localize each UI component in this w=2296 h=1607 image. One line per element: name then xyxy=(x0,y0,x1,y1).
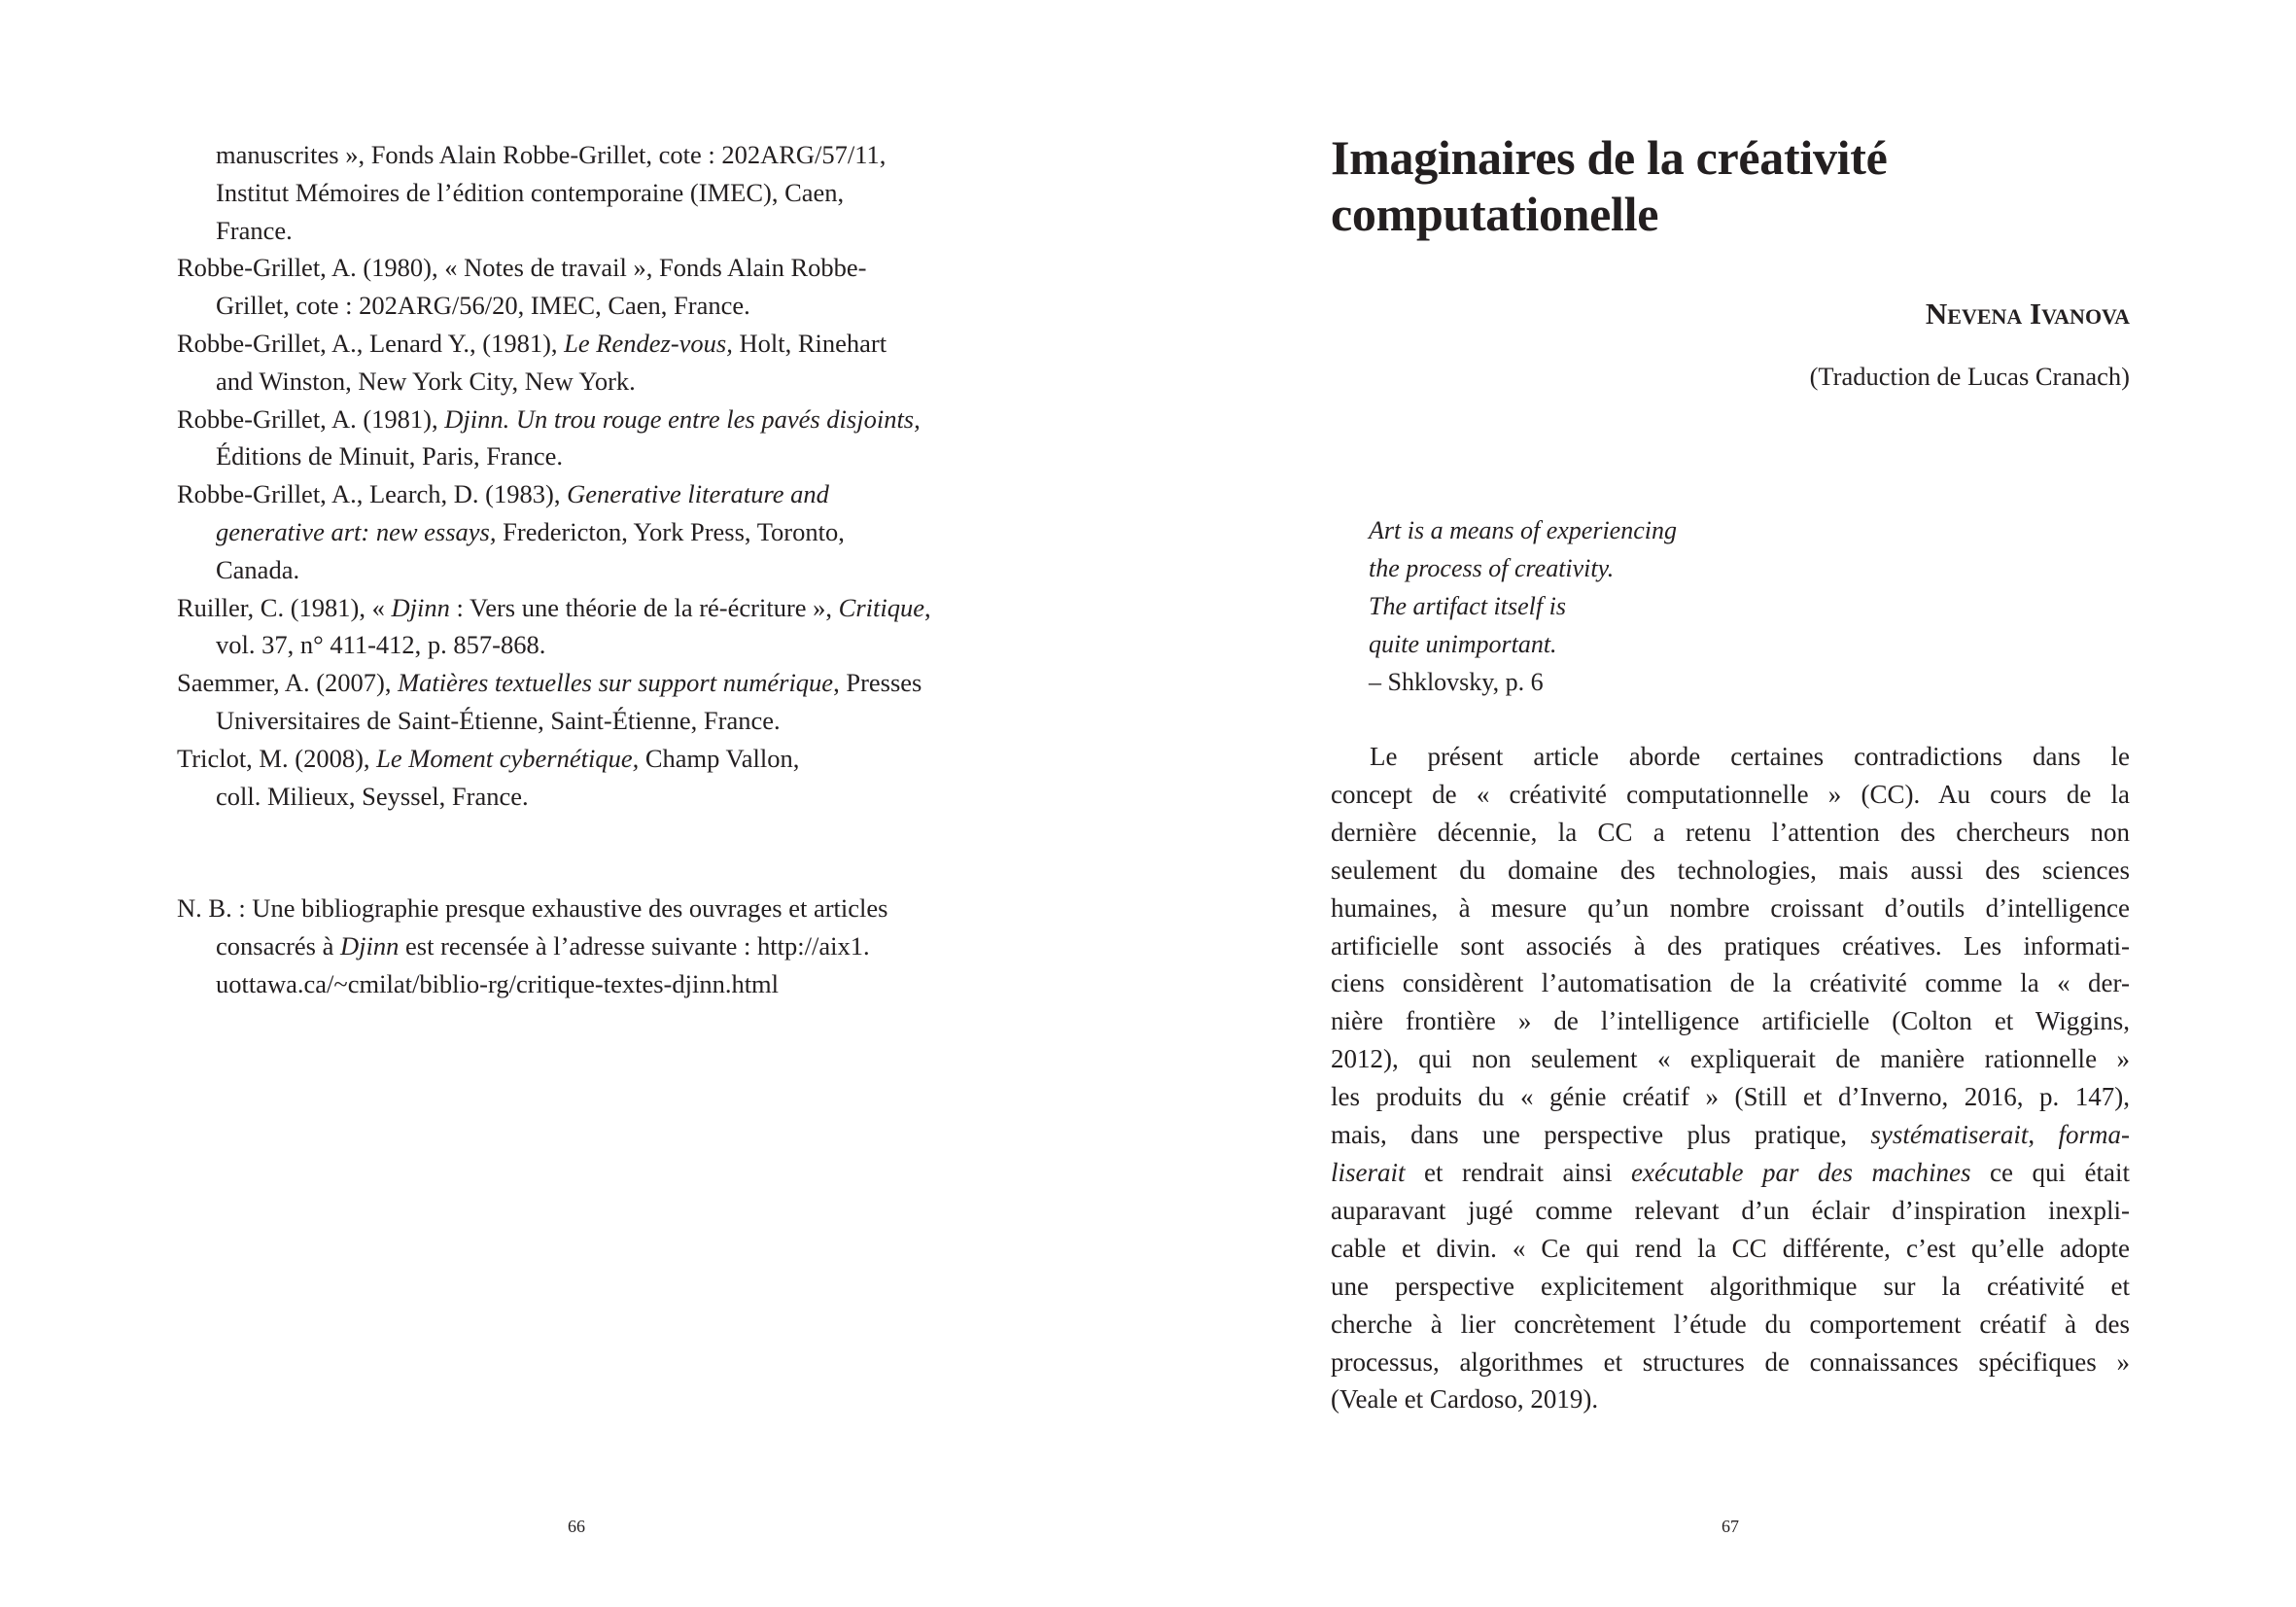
text-line xyxy=(1331,1380,2130,1418)
bibliography-entry xyxy=(177,401,993,476)
text-run: vol. 37, n° 411-412, p. 857-868. xyxy=(216,630,546,660)
text-run: ciens considèrent l’automatisation de la créativité comme la « der- xyxy=(1331,968,2130,998)
title-line: Imaginaires de la créativité xyxy=(1331,130,1888,185)
text-run: , Presses xyxy=(833,668,922,698)
text-line xyxy=(177,589,993,627)
text-run: Robbe-Grillet, A., Learch, D. (1983), xyxy=(177,479,568,509)
text-line xyxy=(177,551,993,589)
italic-run: generative art: new essays, xyxy=(216,516,497,546)
bibliography-entry xyxy=(177,136,993,249)
text-line xyxy=(1331,1154,2130,1192)
italic-run: exécutable par des machines xyxy=(1631,1157,1971,1187)
italic-run: Matières textuelles sur support numérique xyxy=(398,668,834,698)
text-run: Holt, Rinehart xyxy=(732,328,887,358)
text-line xyxy=(1331,1116,2130,1154)
text-line xyxy=(1331,738,2130,776)
bibliography-entry xyxy=(177,589,993,665)
text-line xyxy=(177,325,993,363)
text-line xyxy=(177,249,993,287)
bibliography-entries xyxy=(177,136,993,815)
text-run: , xyxy=(2028,1120,2059,1150)
bibliography-entry xyxy=(177,249,993,325)
text-line xyxy=(1331,1344,2130,1381)
text-run: Fredericton, York Press, Toronto, xyxy=(496,516,845,546)
text-line xyxy=(177,965,993,1003)
text-run: artificielle sont associés à des pratiques créatives. Les informati- xyxy=(1331,930,2130,961)
text-run: Le présent article aborde certaines contradictions dans le xyxy=(1370,742,2130,771)
text-line xyxy=(177,136,993,174)
text-run: Institut Mémoires de l’édition contemporaine (IMEC), Caen, xyxy=(216,177,845,207)
text-run: cable et divin. « Ce qui rend la CC différente, c’est qu’elle adopte xyxy=(1331,1233,2130,1263)
bibliography-entry xyxy=(177,475,993,588)
author-name: Nevena Ivanova xyxy=(1925,297,2130,331)
epigraph-line: The artifact itself is xyxy=(1369,592,1566,620)
epigraph-line: the process of creativity. xyxy=(1369,554,1615,582)
text-run: Ruiller, C. (1981), « xyxy=(177,592,392,622)
text-run: cherche à lier concrètement l’étude du comportement créatif à des xyxy=(1331,1309,2130,1339)
text-run: seulement du domaine des technologies, mais aussi des sciences xyxy=(1331,855,2130,885)
text-run: France. xyxy=(216,215,293,245)
text-line xyxy=(1331,1040,2130,1078)
text-run: Grillet, cote : 202ARG/56/20, IMEC, Caen, France. xyxy=(216,291,750,321)
bibliography-entry xyxy=(177,740,993,816)
text-run: coll. Milieux, Seyssel, France. xyxy=(216,781,529,811)
text-run: humaines, à mesure qu’un nombre croissant d’outils d’intelligence xyxy=(1331,892,2130,923)
text-line xyxy=(1331,776,2130,814)
epigraph-line: Art is a means of experiencing xyxy=(1369,516,1677,544)
text-run: nière frontière » de l’intelligence artificielle (Colton et Wiggins, xyxy=(1331,1006,2130,1036)
translator-credit: (Traduction de Lucas Cranach) xyxy=(1809,362,2130,391)
text-run: processus, algorithmes et structures de connaissances spécifiques » xyxy=(1331,1346,2130,1377)
text-line xyxy=(177,401,993,438)
italic-run: Le Moment cybernétique, xyxy=(376,743,640,773)
italic-run: liserait xyxy=(1331,1157,1406,1187)
text-line xyxy=(177,174,993,212)
text-line xyxy=(177,363,993,401)
italic-run: Le Rendez-vous, xyxy=(564,328,733,358)
text-run: Triclot, M. (2008), xyxy=(177,743,377,773)
text-line xyxy=(1331,964,2130,1002)
page-number: 66 xyxy=(568,1517,585,1536)
text-line xyxy=(177,475,993,513)
text-run: (Veale et Cardoso, 2019). xyxy=(1331,1384,1599,1415)
text-run: mais, dans une perspective plus pratique, xyxy=(1331,1120,1871,1150)
text-run: uottawa.ca/~cmilat/biblio-rg/critique-textes-djinn.html xyxy=(216,968,780,998)
title-line: computationelle xyxy=(1331,187,1659,241)
text-line xyxy=(1331,1078,2130,1116)
text-line xyxy=(177,287,993,325)
body-paragraph xyxy=(1331,738,2130,1418)
italic-run: Critique xyxy=(838,592,924,622)
italic-run: Djinn xyxy=(340,931,400,961)
right-page xyxy=(1148,0,2296,1607)
text-run: 2012), qui non seulement « expliquerait de manière rationnelle » xyxy=(1331,1044,2130,1074)
italic-run: Generative literature and xyxy=(567,479,829,509)
italic-run: systématiserait xyxy=(1870,1120,2029,1150)
italic-run: Djinn xyxy=(391,592,450,622)
italic-run: Djinn. Un trou rouge entre les pavés disjoints, xyxy=(444,403,921,434)
text-line xyxy=(177,437,993,475)
text-run: Robbe-Grillet, A., Lenard Y., (1981), xyxy=(177,328,565,358)
epigraph xyxy=(1369,511,1677,701)
text-run: Canada. xyxy=(216,554,300,584)
bibliography xyxy=(177,136,993,1003)
bibliography-entry xyxy=(177,664,993,740)
text-run: Saemmer, A. (2007), xyxy=(177,668,399,698)
text-run: une perspective explicitement algorithmique sur la créativité et xyxy=(1331,1271,2130,1301)
text-run: auparavant jugé comme relevant d’un éclair d’inspiration inexpli- xyxy=(1331,1195,2130,1225)
text-line xyxy=(1331,1002,2130,1040)
epigraph-line: quite unimportant. xyxy=(1369,630,1557,658)
text-run: Robbe-Grillet, A. (1980), « Notes de travail », Fonds Alain Robbe- xyxy=(177,253,867,283)
text-run: les produits du « génie créatif » (Still et d’Inverno, 2016, p. 147), xyxy=(1331,1082,2130,1112)
text-line xyxy=(1331,852,2130,890)
text-run: Universitaires de Saint-Étienne, Saint-Étienne, France. xyxy=(216,705,781,735)
article-title xyxy=(1331,129,1887,242)
text-run: and Winston, New York City, New York. xyxy=(216,366,636,396)
text-run: , xyxy=(924,592,931,622)
text-run: et rendrait ainsi xyxy=(1405,1157,1632,1187)
text-line xyxy=(1331,927,2130,965)
text-run: Éditions de Minuit, Paris, France. xyxy=(216,441,563,472)
text-line xyxy=(177,513,993,551)
text-run: concept de « créativité computationnelle » (CC). Au cours de la xyxy=(1331,779,2130,809)
bibliography-note xyxy=(177,890,993,1002)
text-line xyxy=(1331,1192,2130,1230)
text-line xyxy=(177,702,993,740)
text-line xyxy=(1331,1306,2130,1344)
epigraph-attribution: – Shklovsky, p. 6 xyxy=(1369,668,1544,696)
text-run: : Vers une théorie de la ré-écriture », xyxy=(449,592,839,622)
text-run: consacrés à xyxy=(216,931,341,961)
bibliography-entry xyxy=(177,325,993,401)
text-line xyxy=(177,212,993,250)
text-run: est recensée à l’adresse suivante : http://aix1. xyxy=(399,931,870,961)
text-run: N. B. : Une bibliographie presque exhaustive des ouvrages et articles xyxy=(177,893,888,924)
text-run: ce qui était xyxy=(1970,1157,2130,1187)
text-line xyxy=(177,778,993,816)
italic-run: forma- xyxy=(2058,1120,2130,1150)
text-line xyxy=(1331,890,2130,927)
text-line xyxy=(177,740,993,778)
text-line xyxy=(177,664,993,702)
text-line xyxy=(1331,1268,2130,1306)
page-number: 67 xyxy=(1722,1517,1739,1536)
text-line xyxy=(1331,1230,2130,1268)
text-run: dernière décennie, la CC a retenu l’attention des chercheurs non xyxy=(1331,817,2130,847)
text-line xyxy=(177,626,993,664)
text-run: Robbe-Grillet, A. (1981), xyxy=(177,403,445,434)
text-line xyxy=(177,890,993,927)
text-run: Champ Vallon, xyxy=(639,743,800,773)
text-line xyxy=(1331,814,2130,852)
text-line xyxy=(177,927,993,965)
text-run: manuscrites », Fonds Alain Robbe-Grillet, cote : 202ARG/57/11, xyxy=(216,140,887,169)
